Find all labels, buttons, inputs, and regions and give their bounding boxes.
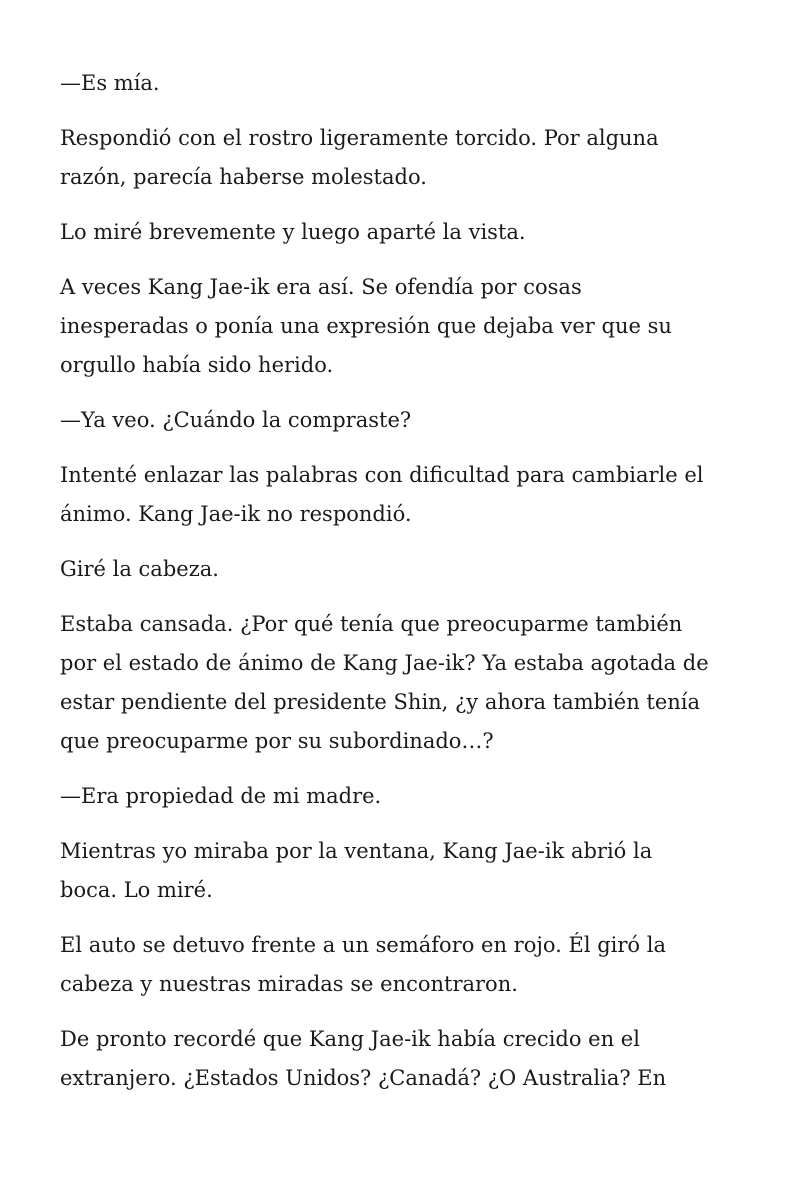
paragraph — [60, 832, 750, 910]
text-line: De pronto recordé que Kang Jae-ik había crecido en el — [60, 1027, 640, 1051]
text-line: inesperadas o ponía una expresión que dejaba ver que su — [60, 314, 672, 338]
text-line: —Era propiedad de mi madre. — [60, 784, 382, 808]
text-line: —Ya veo. ¿Cuándo la compraste? — [60, 408, 412, 432]
text-line: cabeza y nuestras miradas se encontraron. — [60, 972, 518, 996]
text-line: boca. Lo miré. — [60, 878, 213, 902]
paragraph — [60, 550, 750, 589]
text-line: por el estado de ánimo de Kang Jae-ik? Ya estaba agotada de — [60, 651, 709, 675]
text-line: Estaba cansada. ¿Por qué tenía que preocuparme también — [60, 612, 683, 636]
paragraph — [60, 64, 750, 103]
text-line: Giré la cabeza. — [60, 557, 219, 581]
document-page — [60, 64, 750, 1114]
text-line: extranjero. ¿Estados Unidos? ¿Canadá? ¿O Australia? En — [60, 1066, 667, 1090]
paragraph — [60, 926, 750, 1004]
text-line: estar pendiente del presidente Shin, ¿y ahora también tenía — [60, 690, 701, 714]
text-line: Intenté enlazar las palabras con dificultad para cambiarle el — [60, 463, 704, 487]
text-line: El auto se detuvo frente a un semáforo en rojo. Él giró la — [60, 933, 666, 957]
paragraph — [60, 213, 750, 252]
paragraph — [60, 1020, 750, 1098]
paragraph — [60, 401, 750, 440]
text-line: Mientras yo miraba por la ventana, Kang Jae-ik abrió la — [60, 839, 653, 863]
paragraph — [60, 777, 750, 816]
text-line: —Es mía. — [60, 71, 160, 95]
text-line: orgullo había sido herido. — [60, 353, 334, 377]
paragraph — [60, 605, 750, 761]
text-line: A veces Kang Jae-ik era así. Se ofendía por cosas — [60, 275, 582, 299]
text-line: Respondió con el rostro ligeramente torcido. Por alguna — [60, 126, 659, 150]
text-line: ánimo. Kang Jae-ik no respondió. — [60, 502, 412, 526]
text-line: que preocuparme por su subordinado…? — [60, 729, 494, 753]
paragraph — [60, 268, 750, 385]
text-line: Lo miré brevemente y luego aparté la vista. — [60, 220, 526, 244]
paragraph — [60, 456, 750, 534]
paragraph — [60, 119, 750, 197]
text-line: razón, parecía haberse molestado. — [60, 165, 427, 189]
